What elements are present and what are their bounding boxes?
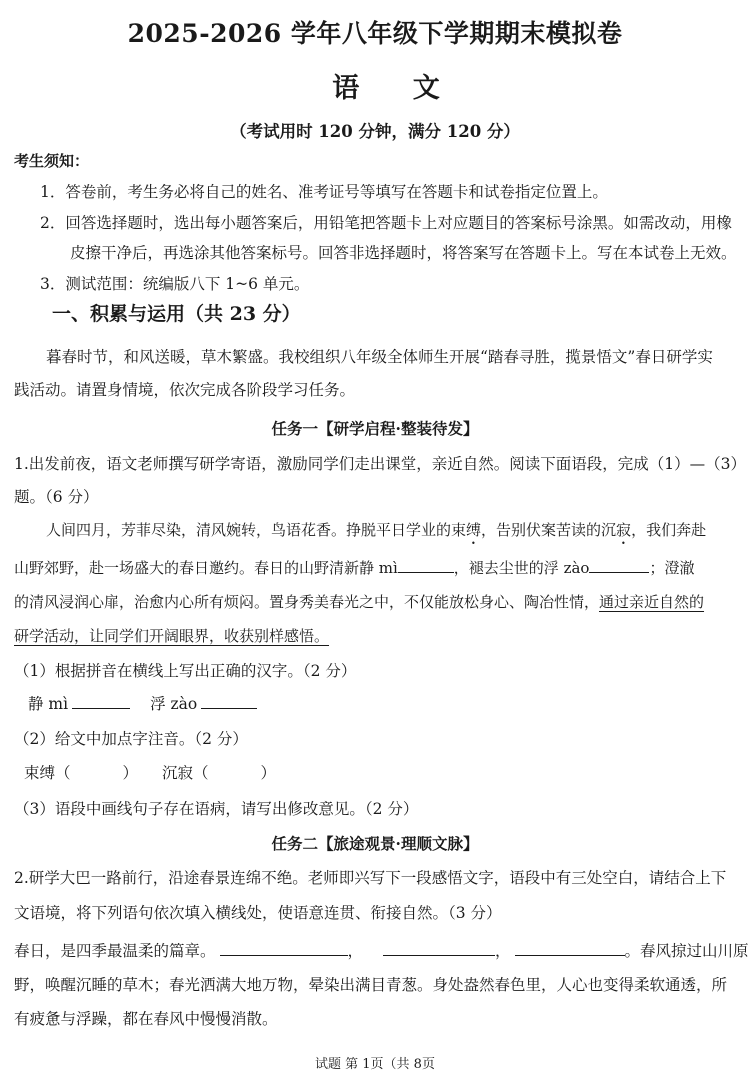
passage-line-4 [14, 625, 329, 647]
exam-title: 2025-2026 学年八年级下学期期末模拟卷 [127, 19, 623, 48]
answer-blank-3[interactable] [515, 940, 625, 956]
question-2-line-2: 文语境，将下列语句依次填入横线处，使语意连贯、衔接自然。（3 分） [14, 904, 502, 922]
char-label-fu: 束缚（ [24, 764, 71, 782]
notice-item-3: 3．测试范围：统编版八下 1~6 单元。 [40, 275, 310, 293]
section-1-heading: 一、积累与运用（共 23 分） [52, 303, 301, 325]
comma: ， [495, 942, 511, 960]
sub-question-2-answers [24, 762, 276, 784]
notice-item-2-cont: 皮擦干净后，再选涂其他答案标号。回答非选择题时，将答案写在答题卡上。写在本试卷上无效。 [70, 244, 737, 262]
subject-title: 语 文 [332, 73, 462, 104]
notice-item-2: 2．回答选择题时，选出每小题答案后，用铅笔把答题卡上对应题目的答案标号涂黑。如需改动，用橡 [40, 214, 732, 232]
passage-text: ，告别伏案苦读的沉 [481, 521, 617, 539]
passage-text: ，褪去尘世的浮 zào [453, 559, 590, 577]
answer-blank[interactable] [398, 557, 454, 573]
answer-blank-zao[interactable] [201, 693, 257, 709]
answer-blank[interactable] [589, 557, 649, 573]
passage-line-2 [14, 557, 694, 579]
sub-question-1-answers [28, 693, 257, 715]
passage-text: 。春风掠过山川原 [624, 942, 749, 960]
pinyin-label-mi: 静 mì [28, 695, 69, 713]
comma: ， [347, 942, 364, 960]
task-1-heading: 任务一【研学启程·整装待发】 [271, 419, 479, 438]
section-1-intro-line-2: 践活动。请置身情境，依次完成各阶段学习任务。 [14, 381, 356, 399]
answer-blank-mi[interactable] [72, 693, 130, 709]
notice-heading: 考生须知： [14, 152, 90, 170]
page-footer: 试题 第 1页（共 8页 [315, 1057, 435, 1072]
bracket-close: ） [122, 764, 139, 782]
passage-text: 春日，是四季最温柔的篇章。 [14, 942, 216, 960]
question-2-line-1: 2.研学大巴一路前行，沿途春景连绵不绝。老师即兴写下一段感悟文字，语段中有三处空白，请结合上下 [14, 869, 727, 887]
underlined-sentence: 研学活动，让同学们开阔眼界，收获别样感悟。 [14, 627, 330, 645]
char-label-ji: 沉寂（ [162, 764, 209, 782]
passage-text: ；澄澈 [649, 559, 695, 577]
underlined-sentence: 通过亲近自然的 [599, 593, 705, 611]
task-2-passage-line-2: 野，唤醒沉睡的草木；春光洒满大地万物，晕染出满目青葱。身处盎然春色里，人心也变得柔软通透，所 [14, 976, 728, 994]
answer-blank-2[interactable] [383, 940, 495, 956]
task-2-passage-line-3: 有疲惫与浮躁，都在春风中慢慢消散。 [14, 1010, 278, 1028]
exam-info: （考试用时 120 分钟，满分 120 分） [230, 122, 520, 141]
task-2-heading: 任务二【旅途观景·理顺文脉】 [271, 834, 479, 853]
sub-question-3: （3）语段中画线句子存在语病，请写出修改意见。（2 分） [14, 800, 419, 818]
dotted-char-fu: 缚 [466, 521, 482, 539]
passage-text: 的清风浸润心扉，治愈内心所有烦闷。置身秀美春光之中，不仅能放松身心、陶冶性情， [14, 593, 600, 611]
passage-text: ，我们奔赴 [631, 521, 707, 539]
sub-question-1: （1）根据拼音在横线上写出正确的汉字。（2 分） [14, 662, 357, 680]
passage-text: 人间四月，芳菲尽染，清风婉转，鸟语花香。挣脱平日学业的束 [46, 521, 467, 539]
bracket-close: ） [260, 764, 277, 782]
section-1-intro-line-1: 暮春时节，和风送暖，草木繁盛。我校组织八年级全体师生开展“踏春寻胜，揽景悟文”春日研学实 [46, 348, 713, 366]
passage-line-1 [46, 519, 706, 548]
question-1-line-1: 1.出发前夜，语文老师撰写研学寄语，激励同学们走出课堂，亲近自然。阅读下面语段，完成（1）—（3） [14, 455, 747, 473]
question-1-line-2: 题。（6 分） [14, 488, 99, 506]
dotted-char-ji: 寂 [616, 521, 632, 539]
passage-text: 山野郊野，赴一场盛大的春日邀约。春日的山野清新静 mì [14, 559, 398, 577]
sub-question-2: （2）给文中加点字注音。（2 分） [14, 730, 248, 748]
pinyin-label-zao: 浮 zào [150, 695, 198, 713]
passage-line-3 [14, 591, 704, 613]
task-2-passage-line-1 [14, 940, 749, 962]
notice-item-1: 1．答卷前，考生务必将自己的姓名、准考证号等填写在答题卡和试卷指定位置上。 [40, 183, 608, 201]
answer-blank-1[interactable] [220, 940, 348, 956]
